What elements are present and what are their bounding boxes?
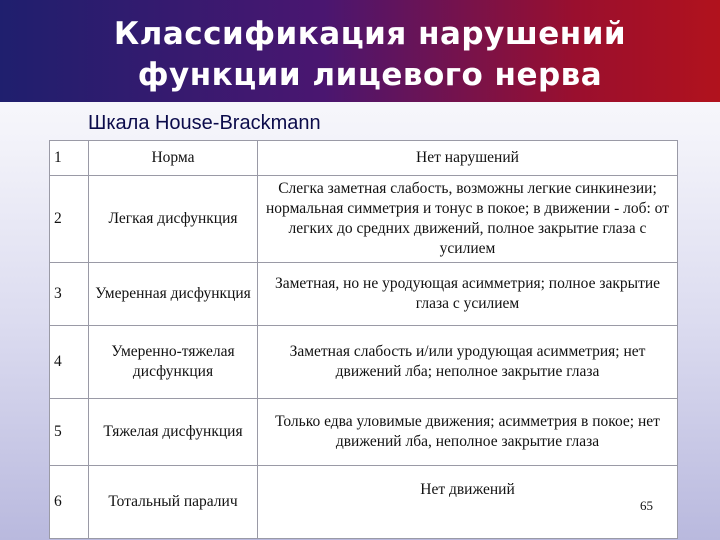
grade-name: Тотальный паралич — [89, 466, 258, 539]
grade-name: Норма — [89, 141, 258, 176]
grade-number: 5 — [50, 399, 89, 466]
slide-title — [60, 14, 680, 96]
table-row — [50, 141, 678, 176]
table-row — [50, 466, 678, 539]
table-row — [50, 263, 678, 326]
grade-description: Нет нарушений — [258, 141, 678, 176]
grade-number: 6 — [50, 466, 89, 539]
grade-number: 2 — [50, 176, 89, 263]
page-number: 65 — [640, 498, 653, 513]
grade-name: Легкая дисфункция — [89, 176, 258, 263]
grade-description: Слегка заметная слабость, возможны легкие синкинезии; нормальная симметрия и тонус в покое; в движении - лоб: от легких до средних движений, полное закрытие глаза с усилием — [258, 176, 678, 263]
house-brackmann-table — [49, 140, 678, 539]
grade-number: 4 — [50, 326, 89, 399]
grade-number: 1 — [50, 141, 89, 176]
grade-number: 3 — [50, 263, 89, 326]
scale-subtitle: Шкала House-Brackmann — [88, 112, 321, 134]
title-line-1: Классификация нарушений — [113, 16, 627, 52]
grade-name: Тяжелая дисфункция — [89, 399, 258, 466]
grade-description: Заметная слабость и/или уродующая асимметрия; нет движений лба; неполное закрытие глаза — [258, 326, 678, 399]
grade-name: Умеренно-тяжелая дисфункция — [89, 326, 258, 399]
table-row — [50, 399, 678, 466]
grade-description: Только едва уловимые движения; асимметрия в покое; нет движений лба, неполное закрытие глаза — [258, 399, 678, 466]
title-line-2: функции лицевого нерва — [137, 57, 603, 93]
table-row — [50, 176, 678, 263]
grade-description: Заметная, но не уродующая асимметрия; полное закрытие глаза с усилием — [258, 263, 678, 326]
table-row — [50, 326, 678, 399]
grade-name: Умеренная дисфункция — [89, 263, 258, 326]
grade-description: Нет движений — [258, 466, 678, 539]
